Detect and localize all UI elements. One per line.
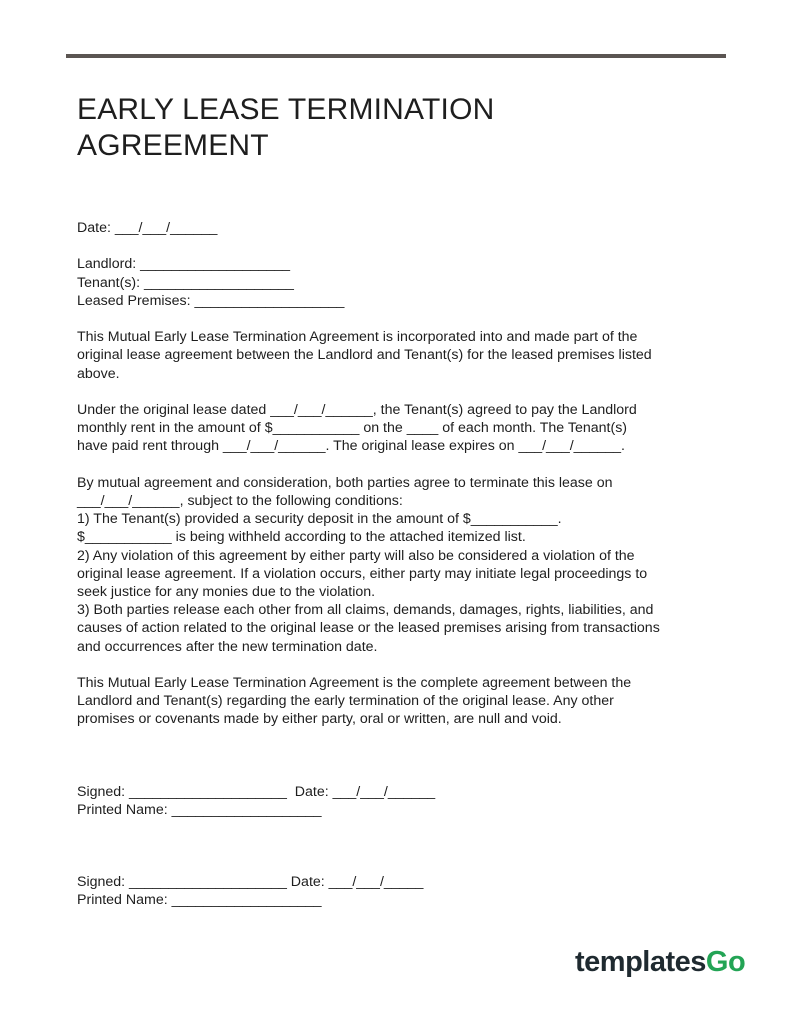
paragraph-incorporation (77, 328, 727, 383)
signed-line: Signed: ____________________ Date: ___/___/______ (77, 783, 436, 800)
templatesgo-logo (575, 944, 745, 980)
condition-3-line: 3) Both parties release each other from all claims, demands, damages, rights, liabilities, and (77, 602, 654, 619)
paragraph-line: Under the original lease dated ___/___/______, the Tenant(s) agreed to pay the Landlord (77, 401, 637, 418)
title-line-1: EARLY LEASE TERMINATION (77, 93, 495, 126)
condition-3-line: and occurrences after the new termination date. (77, 638, 378, 655)
paragraph-conditions (77, 474, 727, 656)
printed-name-line: Printed Name: ___________________ (77, 892, 322, 909)
tenants-field-line: Tenant(s): ___________________ (77, 274, 294, 291)
printed-name-line: Printed Name: ___________________ (77, 801, 322, 818)
paragraph-line: have paid rent through ___/___/______. The original lease expires on ___/___/______. (77, 438, 625, 455)
paragraph-line: By mutual agreement and consideration, both parties agree to terminate this lease on (77, 474, 613, 491)
condition-2-line: seek justice for any monies due to the violation. (77, 584, 376, 600)
condition-1-line: $___________ is being withheld according to the attached itemized list. (77, 529, 526, 546)
paragraph-line: above. (77, 365, 120, 382)
date-field-line: Date: ___/___/______ (77, 220, 218, 236)
paragraph-line: Landlord and Tenant(s) regarding the early termination of the original lease. Any other (77, 693, 614, 710)
signature-block-2 (77, 873, 727, 909)
document-title (77, 92, 717, 164)
logo-text-templates: templates (575, 946, 706, 978)
logo-text-go: Go (705, 946, 746, 978)
paragraph-line: promises or covenants made by either party, oral or written, are null and void. (77, 711, 562, 728)
paragraph-line: monthly rent in the amount of $___________ on the ____ of each month. The Tenant(s) (77, 420, 628, 437)
condition-1-line: 1) The Tenant(s) provided a security deposit in the amount of $___________. (77, 511, 562, 528)
signature-block-1 (77, 783, 727, 819)
condition-2-line: original lease agreement. If a violation occurs, either party may initiate legal proceedings to (77, 565, 648, 582)
paragraph-line: This Mutual Early Lease Termination Agreement is the complete agreement between the (77, 675, 632, 691)
condition-2-line: 2) Any violation of this agreement by either party will also be considered a violation of the (77, 547, 635, 564)
top-divider (66, 54, 726, 58)
paragraph-line: original lease agreement between the Landlord and Tenant(s) for the leased premises listed (77, 347, 652, 364)
premises-field-line: Leased Premises: ___________________ (77, 292, 345, 309)
paragraph-rent-terms (77, 401, 727, 456)
condition-3-line: causes of action related to the original lease or the leased premises arising from transactions (77, 620, 660, 637)
landlord-field-line: Landlord: ___________________ (77, 256, 291, 273)
signed-line: Signed: ____________________ Date: ___/___/_____ (77, 874, 424, 891)
paragraph-line: This Mutual Early Lease Termination Agreement is incorporated into and made part of the (77, 329, 638, 346)
paragraph-line: ___/___/______, subject to the following conditions: (77, 492, 403, 509)
paragraph-entire-agreement (77, 674, 727, 729)
title-line-2: AGREEMENT (77, 129, 269, 162)
document-body (77, 219, 727, 909)
